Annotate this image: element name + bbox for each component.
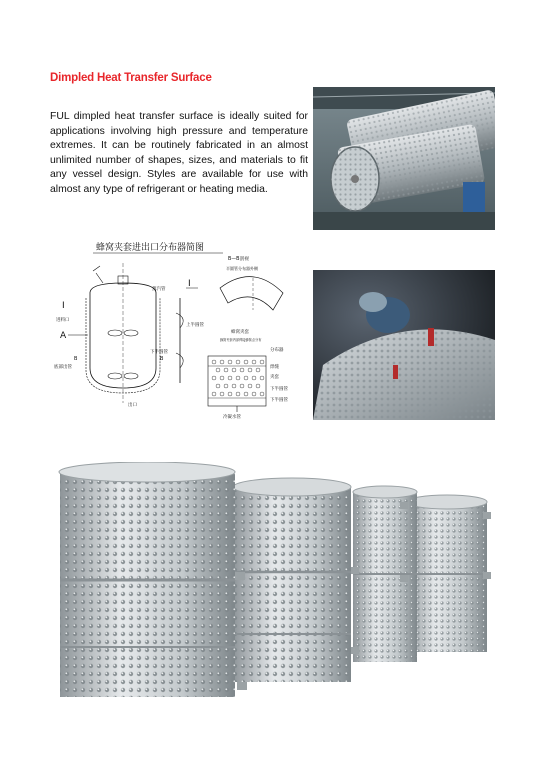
label-jacket-note: 蜂窝夹套	[231, 330, 249, 335]
page-title: Dimpled Heat Transfer Surface	[50, 72, 212, 84]
label-bottom-outlet: 出口	[128, 403, 137, 408]
label-top-pipe: 蒸汽管	[152, 287, 166, 292]
heat-exchanger-photo	[313, 87, 495, 230]
label-weld: 焊缝	[270, 365, 279, 370]
diagram-title: 蜂窝夹套进出口分布器简图	[96, 243, 205, 253]
section-label: B—B剖视	[228, 257, 249, 262]
detail-marker-i: I	[188, 279, 191, 289]
label-cond-outlet: 冷凝水管	[223, 415, 241, 420]
marker-b-left: B	[74, 356, 78, 362]
dimpled-cylinders-photo	[55, 462, 495, 707]
section-sub: 半圆管分布器外侧	[226, 266, 258, 271]
label-jacket-pipe: 夹套	[270, 375, 279, 380]
dimple-grid	[208, 356, 266, 406]
label-inlet-left: 进料口	[56, 318, 70, 323]
marker-a: A	[60, 331, 67, 341]
label-bottom-left: 底部出管	[54, 365, 72, 370]
marker-i: I	[62, 301, 65, 311]
description-paragraph: FUL dimpled heat transfer surface is ideally suited for applications involving high pressure and temperature extremes. It can be routinely fabricated in an almost unlimited number of shapes, sizes, and materials to fit any vessel design. Styles are available for use with almost any type of refrigerant or heating media.	[50, 111, 308, 195]
label-upper-collector: 上半圆管	[186, 323, 204, 328]
label-lower-collector: 下半圆管	[150, 350, 168, 355]
label-tiny-note: 蜂窝夹套内部焊接蜂窝点分布	[220, 338, 262, 342]
marker-b-right: B	[160, 356, 164, 362]
label-distributor: 分布器	[270, 348, 284, 353]
welding-photo	[313, 270, 495, 420]
jacket-distributor-diagram	[48, 238, 298, 423]
label-lower-collector-right: 下半圆管	[270, 398, 288, 403]
label-lower-half: 下半圆管	[270, 387, 288, 392]
